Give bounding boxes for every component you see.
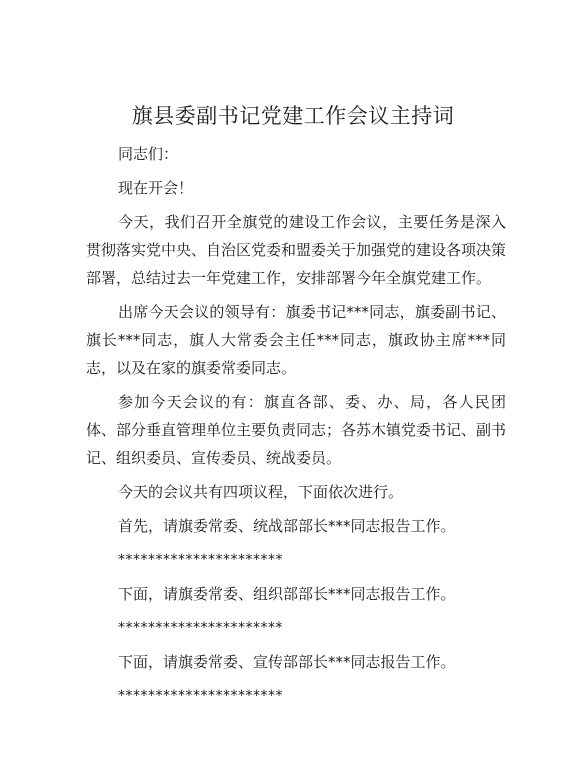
agenda-paragraph: 今天的会议共有四项议程，下面依次进行。 (118, 483, 404, 501)
opening-paragraph: 现在开会！ (118, 179, 194, 197)
placeholder-stars-1: ********************** (118, 552, 283, 568)
greeting-paragraph: 同志们： (118, 145, 179, 163)
document-body (86, 140, 506, 716)
agenda-item-1: 首先，请旗委常委、统战部部长***同志报告工作。 (118, 517, 456, 535)
document-title: 旗县委副书记党建工作会议主持词 (131, 104, 455, 128)
placeholder-stars-2: ********************** (118, 620, 283, 636)
placeholder-stars-3: ********************** (118, 688, 283, 704)
agenda-item-2: 下面，请旗委常委、组织部部长***同志报告工作。 (118, 585, 456, 603)
purpose-paragraph: 今天，我们召开全旗党的建设工作会议，主要任务是深入贯彻落实党中央、自治区党委和盟委关于加强党的建设各项决策部署，总结过去一年党建工作，安排部署今年全旗党建工作。 (86, 213, 507, 287)
attendees-paragraph: 参加今天会议的有：旗直各部、委、办、局，各人民团体、部分垂直管理单位主要负责同志；各苏木镇党委书记、副书记、组织委员、宣传委员、统战委员。 (86, 393, 507, 467)
leaders-paragraph: 出席今天会议的领导有：旗委书记***同志，旗委副书记、旗长***同志，旗人大常委会主任***同志，旗政协主席***同志，以及在家的旗委常委同志。 (86, 303, 506, 377)
agenda-item-3: 下面，请旗委常委、宣传部部长***同志报告工作。 (118, 653, 456, 671)
